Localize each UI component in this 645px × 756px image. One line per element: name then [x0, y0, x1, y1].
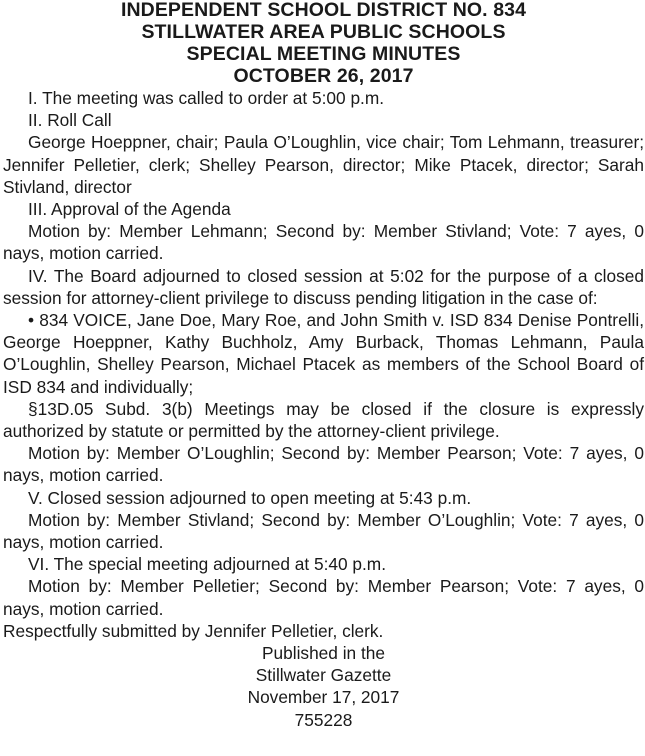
closed-session-motion: Motion by: Member O’Loughlin; Second by: Member Pearson; Vote: 7 ayes, 0 nays, motion carried.: [3, 443, 644, 486]
closed-session-heading: IV. The Board adjourned to closed session at 5:02 for the purpose of a closed session for attorney-client privilege to discuss pending litigation in the case of:: [3, 265, 644, 308]
document-title: SPECIAL MEETING MINUTES: [186, 43, 461, 65]
closed-session-case: • 834 VOICE, Jane Doe, Mary Roe, and John Smith v. ISD 834 Denise Pontrelli, George Hoeppner, Kathy Buchholz, Amy Burback, Thomas Lehmann, Paula O’Loughlin, Shelley Pearson, Michael Ptacek as members of the School Board of ISD 834 and individually;: [3, 310, 644, 397]
call-to-order: I. The meeting was called to order at 5:00 p.m.: [28, 88, 385, 108]
agenda-heading: III. Approval of the Agenda: [28, 199, 231, 220]
submitted-by: Respectfully submitted by Jennifer Pelletier, clerk.: [3, 620, 384, 641]
published-in: Published in the: [262, 643, 385, 664]
open-meeting-motion: Motion by: Member Stivland; Second by: Member O’Loughlin; Vote: 7 ayes, 0 nays, motion carried.: [3, 509, 644, 553]
district-name: INDEPENDENT SCHOOL DISTRICT NO. 834: [120, 0, 527, 21]
closed-session-adjourned: V. Closed session adjourned to open meeting at 5:43 p.m.: [28, 487, 472, 508]
roll-call-heading: II. Roll Call: [28, 110, 112, 131]
closed-session-statute: §13D.05 Subd. 3(b) Meetings may be closed if the closure is expressly authorized by statute or permitted by the attorney-client privilege.: [3, 398, 644, 442]
newspaper-name: Stillwater Gazette: [255, 665, 392, 686]
roll-call-members: George Hoeppner, chair; Paula O’Loughlin, vice chair; Tom Lehmann, treasurer; Jennifer Pelletier, clerk; Shelley Pearson, director; Mike Ptacek, director; Sarah Stivland, director: [3, 132, 644, 197]
meeting-date: OCTOBER 26, 2017: [233, 65, 414, 87]
final-motion: Motion by: Member Pelletier; Second by: Member Pearson; Vote: 7 ayes, 0 nays, motion carried.: [3, 576, 644, 619]
publication-date: November 17, 2017: [247, 687, 400, 708]
district-subtitle: STILLWATER AREA PUBLIC SCHOOLS: [141, 21, 506, 43]
notice-number: 755228: [294, 709, 353, 730]
agenda-motion: Motion by: Member Lehmann; Second by: Member Stivland; Vote: 7 ayes, 0 nays, motion carried.: [3, 221, 644, 264]
special-meeting-adjourned: VI. The special meeting adjourned at 5:40 p.m.: [28, 554, 387, 575]
